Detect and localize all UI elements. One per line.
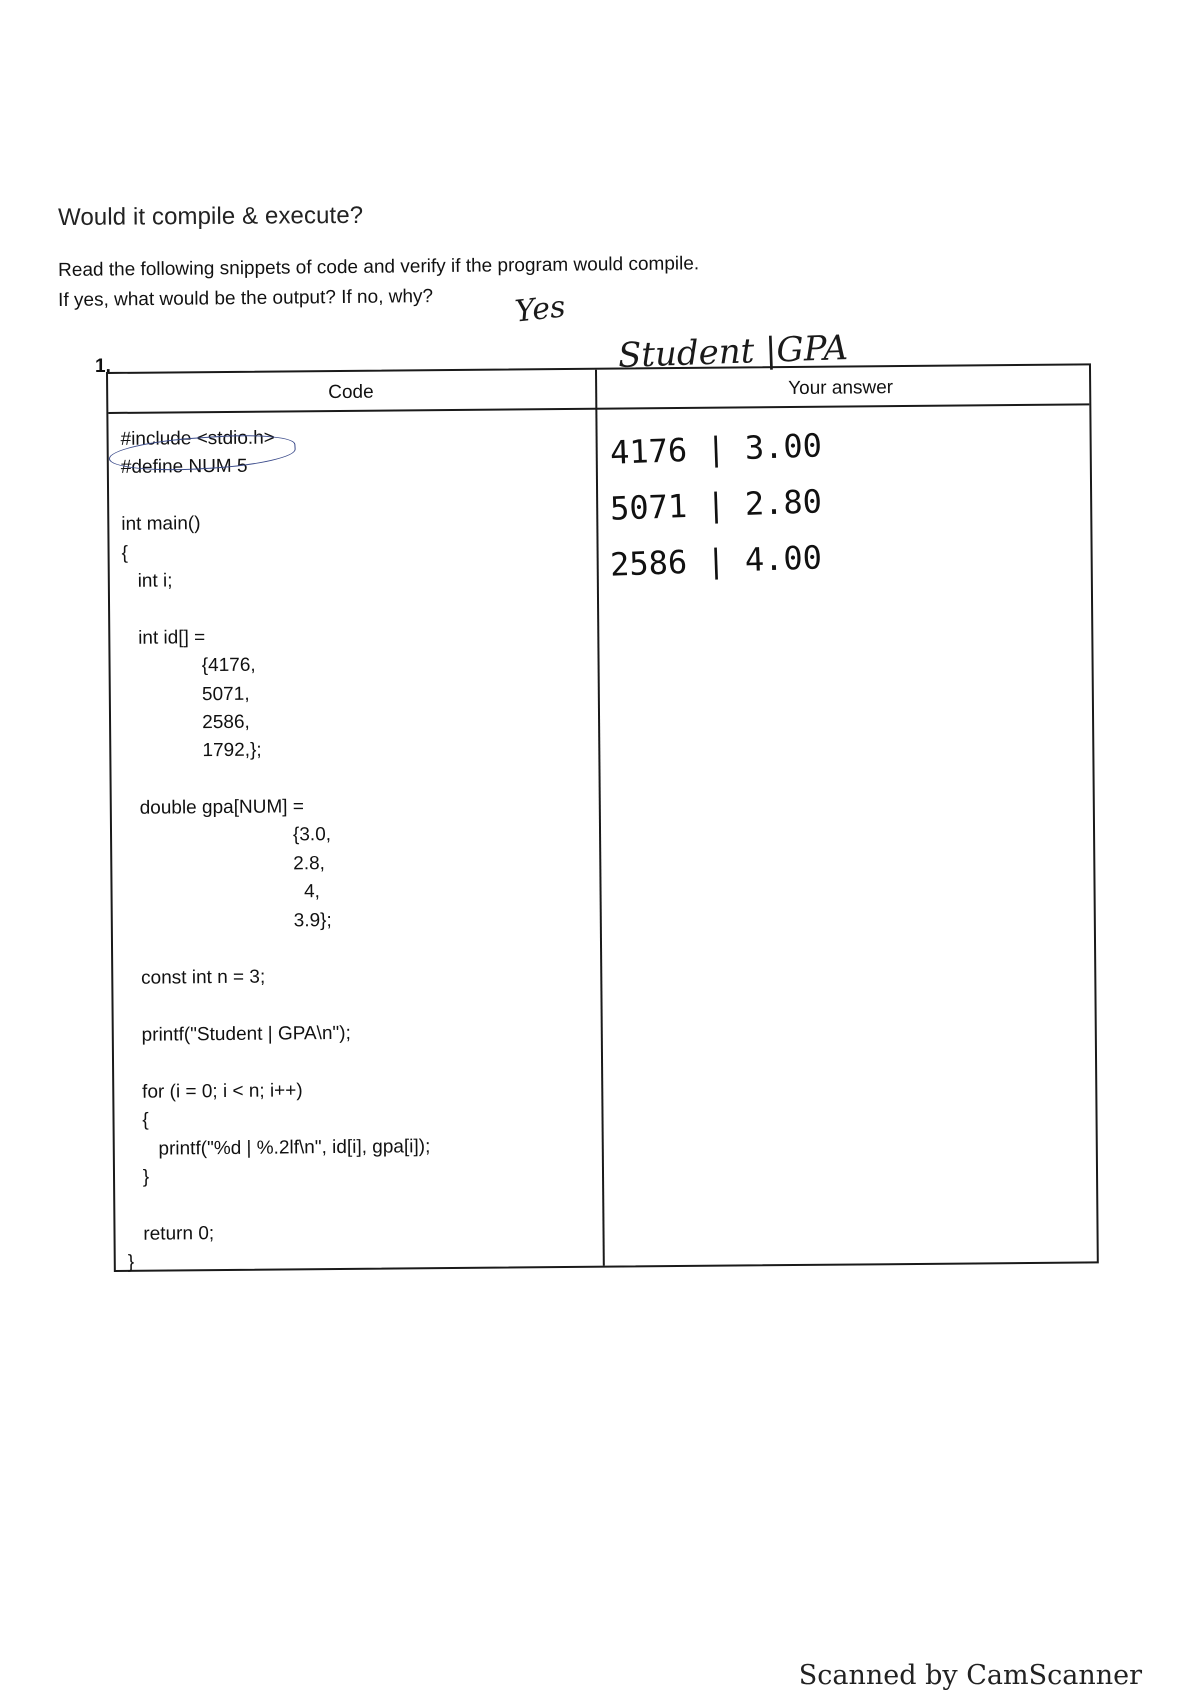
answer-row: 4176 | 3.00 — [609, 426, 823, 472]
column-divider — [595, 370, 605, 1266]
code-snippet — [120, 423, 431, 1277]
code-line: for (i = 0; i < n; i++) — [126, 1080, 303, 1103]
answer-row: 5071 | 2.80 — [609, 482, 823, 528]
code-line: return 0; — [127, 1223, 215, 1245]
code-line: double gpa[NUM] = — [123, 796, 304, 819]
page-title: Would it compile & execute? — [58, 201, 364, 231]
answer-column-header: Your answer — [788, 377, 894, 400]
code-line — [123, 764, 427, 795]
code-line — [125, 934, 429, 965]
code-line: #define NUM 5 — [120, 456, 248, 479]
handwritten-output-header: Student |GPA — [617, 327, 849, 377]
code-line: int i; — [121, 570, 173, 592]
code-column-header: Code — [328, 381, 374, 404]
answer-row: 2586 | 4.00 — [609, 538, 823, 584]
code-line: #include <stdio.h> — [120, 427, 275, 450]
code-line: 5071, — [122, 683, 250, 706]
code-line — [125, 991, 429, 1022]
code-line — [122, 594, 426, 625]
code-line: const int n = 3; — [125, 967, 266, 990]
code-line: printf("%d | %.2lf\n", id[i], gpa[i]); — [126, 1135, 431, 1160]
code-line: 2.8, — [124, 852, 326, 876]
code-line: int id[] = — [122, 626, 206, 649]
code-line: {3.0, — [123, 824, 332, 848]
code-line: { — [121, 542, 129, 564]
code-line — [121, 480, 425, 511]
code-line — [127, 1190, 431, 1221]
code-line: 4, — [124, 881, 320, 905]
code-line: } — [127, 1252, 135, 1274]
instruction-line-2: If yes, what would be the output? If no, why? — [58, 286, 434, 311]
code-line: 2586, — [122, 711, 250, 734]
code-line: 1792,}; — [123, 739, 262, 763]
handwritten-yes: Yes — [513, 289, 568, 330]
code-line: } — [126, 1166, 150, 1189]
instruction-line-1: Read the following snippets of code and verify if the program would compile. — [58, 253, 700, 281]
code-line: int main() — [121, 513, 201, 536]
code-line: { — [126, 1110, 149, 1132]
header-divider — [108, 403, 1089, 414]
scanner-watermark: Scanned by CamScanner — [798, 1660, 1142, 1691]
code-line — [126, 1048, 430, 1079]
code-line: {4176, — [122, 654, 256, 677]
question-table — [106, 363, 1099, 1272]
question-number: 1. — [95, 356, 111, 377]
code-line: printf("Student | GPA\n"); — [125, 1023, 351, 1047]
code-line: 3.9}; — [124, 909, 332, 933]
